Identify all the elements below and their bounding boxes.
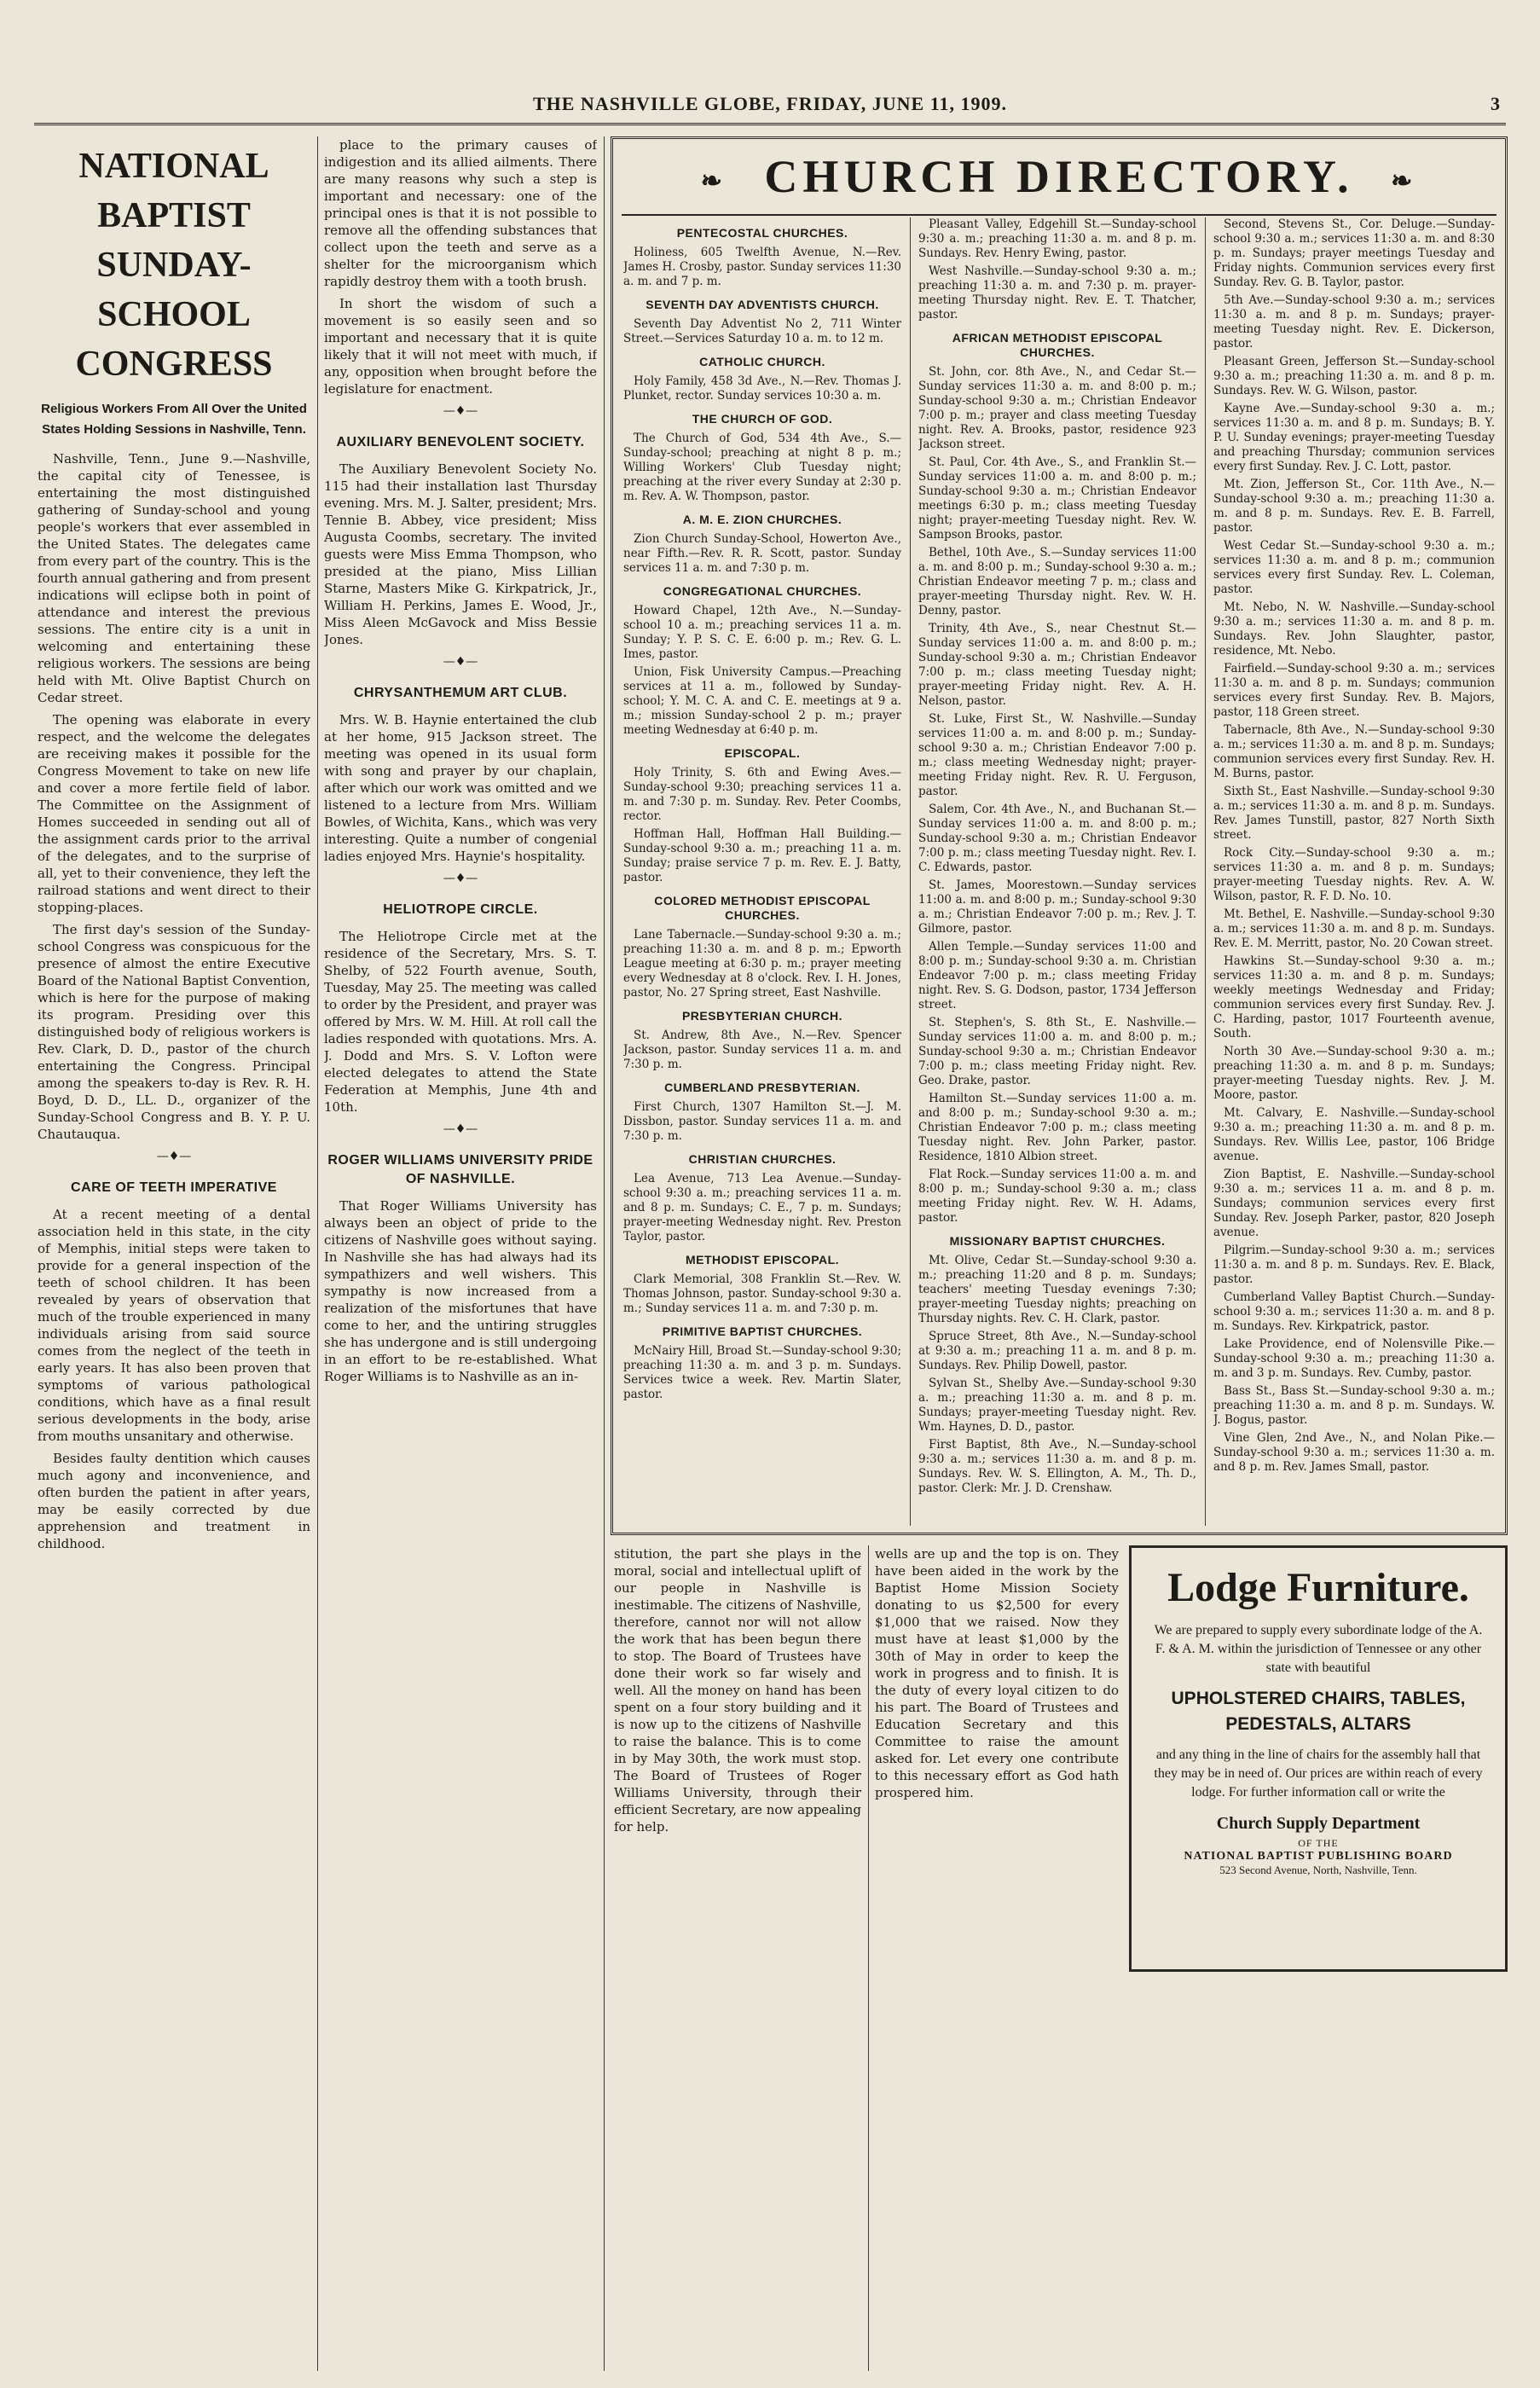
church-entry: St. Stephen's, S. 8th St., E. Nashville.—Sunday services 11:00 a. m. and 8:00 p. m.; Sunday-school 9:30 a. m.; Christian Endeavor 7:00 p. m.; class meeting Friday night. Rev. Geo. Drake, pastor. [918, 1016, 1196, 1087]
church-entry: 5th Ave.—Sunday-school 9:30 a. m.; services 11:30 a. m. and 8 p. m. Sundays; prayer-meeting Tuesday night. Rev. E. Dickerson, pastor. [1213, 293, 1495, 351]
church-entry: Zion Baptist, E. Nashville.—Sunday-school 9:30 a. m.; services 11 a. m. and 8 p. m. Sundays; communion services every first Sunday. Rev. Joseph Parker, pastor, 820 Joseph avenue. [1213, 1168, 1495, 1239]
article-paragraph: The opening was elaborate in every respect, and the welcome the delegates are receiving makes it possible for the Congress Movement to take on new life and cover a more fertile field of labor. The Committee on the Assignment of Homes succeeded in sending out all of the assignment cards prior to the arrival of the delegates, and to the surprise of all, yet to their convenience, they left the railroad stations and went direct to their stopping-places. [38, 712, 310, 915]
divider-ornament: —♦— [156, 1150, 192, 1163]
ad-address: 523 Second Avenue, North, Nashville, Tenn. [1219, 1863, 1417, 1876]
divider-ornament: —♦— [443, 872, 478, 885]
ad-body: and any thing in the line of chairs for the assembly hall that they may be in need of. Our prices are within reach of every lodge. For further information call or write the [1154, 1748, 1483, 1800]
church-entry: Pleasant Green, Jefferson St.—Sunday-school 9:30 a. m.; preaching 11:30 a. m. and 8 p. m. Sundays. Rev. W. G. Wilson, pastor. [1213, 355, 1495, 397]
church-entry: Kayne Ave.—Sunday-school 9:30 a. m.; services 11:30 a. m. and 8 p. m. Sundays; B. Y. P. U. Sunday evenings; prayer-meeting Tuesday and preaching Thursday; communion services every first Sunday. Rev. J. C. Lott, pastor. [1213, 402, 1495, 473]
church-entry: Holy Family, 458 3d Ave., N.—Rev. Thomas J. Plunket, rector. Sunday services 10:30 a. m. [623, 374, 901, 403]
article-paragraph: stitution, the part she plays in the moral, social and intellectual uplift of our people in Nashville is inestimable. The citizens of Nashville, therefore, cannot nor will not allow the work that has been begun there to stop. The Board of Trustees have done their work so far wisely and well. All the money on hand has been spent on a four story building and it is now up to the citizens of Nashville to raise the balance. This is to come in by May 30th, the work must stop. The Board of Trustees of Roger Williams University, through their efficient Secretary, are now appealing for help. [614, 1546, 861, 1834]
denomination-heading: COLORED METHODIST EPISCOPAL CHURCHES. [654, 894, 871, 922]
church-entry: Seventh Day Adventist No 2, 711 Winter Street.—Services Saturday 10 a. m. to 12 m. [623, 317, 901, 345]
ad-title: Lodge Furniture. [1167, 1565, 1469, 1610]
article-continuation [614, 1545, 861, 2371]
denomination-heading: SEVENTH DAY ADVENTISTS CHURCH. [646, 298, 879, 311]
section-heading: ROGER WILLIAMS UNIVERSITY PRIDE OF NASHVILLE. [327, 1153, 593, 1186]
church-entry: The Church of God, 534 4th Ave., S.—Sunday-school; preaching at night 8 p. m.; Willing Workers' Club Tuesday night; preaching at the river every Sunday at 2:30 p. m. Rev. A. W. Thompson, pastor. [623, 432, 901, 503]
denomination-heading: METHODIST EPISCOPAL. [685, 1253, 840, 1266]
church-entry: Mt. Olive, Cedar St.—Sunday-school 9:30 a. m.; preaching 11:20 and 8 p. m. Sundays; teachers' meeting Tuesday evenings 7:30; prayer-meeting Tuesday nights; preaching on Thursday nights. Rev. C. H. Clark, pastor. [918, 1254, 1196, 1325]
article-paragraph: In short the wisdom of such a movement is so easily seen and so important and necessary that it is quite likely that it will not meet with much, if any, opposition when brought before the legislature for enactment. [324, 296, 597, 397]
article-paragraph: Besides faulty dentition which causes much agony and inconvenience, and often burden the patient in after years, may be easily corrected by due apprehension and treatment in childhood. [38, 1451, 310, 1551]
column-1 [38, 136, 310, 2371]
column-2 [324, 136, 597, 2371]
ad-body: We are prepared to supply every subordinate lodge of the A. F. & A. M. within the jurisdiction of Tennessee or any other state with beautiful [1154, 1623, 1483, 1675]
column-rule [317, 136, 318, 2371]
church-entry: Fairfield.—Sunday-school 9:30 a. m.; services 11:30 a. m. and 8 p. m. Sundays; communion services every first Sunday. Rev. B. Majors, pastor, 118 Green street. [1213, 662, 1495, 719]
subheadline: Religious Workers From All Over the United States Holding Sessions in Nashville, Tenn. [41, 402, 307, 437]
directory-columns [620, 217, 1498, 1526]
column-rule [868, 1545, 869, 2371]
article-paragraph: wells are up and the top is on. They have been aided in the work by the Baptist Home Mission Society donating to us $2,500 for every $1,000 that we raised. Now they must have at least $1,000 by the 30th of May in order to keep the work in progress and to finish. It is the duty of every loyal citizen to do his part. The Board of Trustees and Education Secretary and this Committee to raise the amount asked for. Let every one contribute to this necessary effort as God hath prospered him. [875, 1546, 1119, 1800]
ornament-icon: ❧ [1391, 166, 1418, 195]
headline-line-1: NATIONAL BAPTIST [78, 147, 269, 235]
headline-line-3: CONGRESS [75, 345, 273, 384]
denomination-heading: THE CHURCH OF GOD. [692, 412, 833, 426]
divider-ornament: —♦— [443, 1122, 478, 1136]
page-number: 3 [1491, 93, 1501, 114]
church-entry: Mt. Calvary, E. Nashville.—Sunday-school 9:30 a. m.; preaching 11:30 a. m. and 8 p. m. Sundays. Rev. Willis Lee, pastor, 106 Bridge avenue. [1213, 1106, 1495, 1163]
church-entry: Lea Avenue, 713 Lea Avenue.—Sunday-school 9:30 a. m.; preaching services 11 a. m. and 8 p. m. Sundays; C. E., 7 p. m. Sundays; prayer-meeting Wednesday night. Rev. Preston Taylor, pastor. [623, 1172, 901, 1243]
church-entry: Sylvan St., Shelby Ave.—Sunday-school 9:30 a. m.; preaching 11:30 a. m. and 8 p. m. Sundays; prayer-meeting Tuesday night. Rev. Wm. Haynes, D. D., pastor. [918, 1377, 1196, 1434]
column-rule [1205, 217, 1206, 1526]
church-entry: Howard Chapel, 12th Ave., N.—Sunday-school 10 a. m.; preaching services 11 a. m. Sunday; Y. P. S. C. E. 6:00 p. m.; Rev. G. L. Imes, pastor. [623, 604, 901, 661]
church-entry: Mt. Nebo, N. W. Nashville.—Sunday-school 9:30 a. m.; services 11:30 a. m. and 8 p. m. Sundays. Rev. John Slaughter, pastor, residence, Mt. Nebo. [1213, 600, 1495, 658]
church-entry: Zion Church Sunday-School, Howerton Ave., near Fifth.—Rev. R. R. Scott, pastor. Sunday services 11 a. m. and 7:30 p. m. [623, 532, 901, 575]
denomination-heading: PRESBYTERIAN CHURCH. [681, 1009, 843, 1023]
divider-ornament: —♦— [443, 655, 478, 669]
article-continuation [875, 1545, 1119, 2371]
church-entry: West Cedar St.—Sunday-school 9:30 a. m.; services 11:30 a. m. and 8 p. m.; communion services every first Sunday. Rev. L. Coleman, pastor. [1213, 539, 1495, 596]
church-entry: Salem, Cor. 4th Ave., N., and Buchanan St.—Sunday services 11:00 a. m. and 8:00 p. m.; Sunday-school 9:30 a. m.; Christian Endeavor 7:00 p. m.; class meeting Tuesday night. Rev. I. C. Edwards, pastor. [918, 803, 1196, 874]
church-entry: Vine Glen, 2nd Ave., N., and Nolan Pike.—Sunday-school 9:30 a. m.; services 11:30 a. m. and 8 p. m. Rev. James Small, pastor. [1213, 1431, 1495, 1474]
directory-column [1213, 217, 1495, 1526]
church-entry: Pilgrim.—Sunday-school 9:30 a. m.; services 11:30 a. m. and 8 p. m. Sundays. Rev. E. Black, pastor. [1213, 1243, 1495, 1286]
church-entry: Tabernacle, 8th Ave., N.—Sunday-school 9:30 a. m.; services 11:30 a. m. and 8 p. m. Sundays; communion services every first Sunday. Rev. H. M. Burns, pastor. [1213, 723, 1495, 780]
church-entry: Hawkins St.—Sunday-school 9:30 a. m.; services 11:30 a. m. and 8 p. m. Sundays; weekly meetings Wednesday and Friday; communion services every first Sunday. Rev. J. C. Harding, pastor, 1017 Fourteenth avenue, South. [1213, 954, 1495, 1040]
denomination-heading: EPISCOPAL. [724, 746, 801, 760]
church-entry: Spruce Street, 8th Ave., N.—Sunday-school at 9:30 a. m.; preaching 11 a. m. and 8 p. m. Sundays. Rev. Philip Dowell, pastor. [918, 1330, 1196, 1372]
church-entry: Mt. Zion, Jefferson St., Cor. 11th Ave., N.—Sunday-school 9:30 a. m.; preaching 11:30 a. m. and 8 p. m. Sundays. Rev. E. B. Farrell, pastor. [1213, 478, 1495, 535]
headline-line-2: SUNDAY-SCHOOL [96, 246, 252, 334]
article-paragraph: The first day's session of the Sunday-school Congress was conspicuous for the presence of almost the entire Executive Board of the National Baptist Convention, which is here for the purpose of making its program. Presiding over this distinguished body of religious workers is Rev. Clark, D. D., pastor of the church entertaining the Congress. Principal among the speakers to-day is Rev. R. H. Boyd, D. D., LL. D., organizer of the Sunday-School Congress and B. Y. P. U. Chautauqua. [38, 922, 310, 1142]
denomination-heading: PRIMITIVE BAPTIST CHURCHES. [662, 1324, 863, 1338]
section-heading: CARE OF TEETH IMPERATIVE [71, 1180, 277, 1195]
directory-column [918, 217, 1196, 1526]
church-entry: Second, Stevens St., Cor. Deluge.—Sunday-school 9:30 a. m.; services 11:30 a. m. and 8:30 p. m. Sundays; prayer meetings Tuesday and Friday nights. Communion services every first Sunday. Rev. G. B. Taylor, pastor. [1213, 217, 1495, 289]
church-entry: Union, Fisk University Campus.—Preaching services at 11 a. m., followed by Sunday-school; Y. M. C. A. and C. E. meetings at 9 a. m.; mission Sunday-school 2 p. m.; prayer meeting Wednesday at 6:40 p. m. [623, 665, 901, 737]
article-paragraph: The Auxiliary Benevolent Society No. 115 had their installation last Thursday evening. Mrs. M. J. Salter, president; Mrs. Tennie B. Abbey, vice president; Miss Augusta Coombs, secretary. The invited guests were Miss Emma Thompson, who presided at the piano, Miss Lillian Starne, Masters Mike G. Kirkpatrick, Jr., William H. Perkins, James E. Wood, Jr., Miss Aleen McGavock and Miss Bessie Jones. [324, 461, 597, 647]
ad-publisher: NATIONAL BAPTIST PUBLISHING BOARD [1184, 1850, 1453, 1863]
ornament-icon: ❧ [700, 166, 727, 195]
article-paragraph: Mrs. W. B. Haynie entertained the club at her home, 915 Jackson street. The meeting was opened in its usual form with song and prayer by our chaplain, after which our work was omitted and we listened to a lecture from Mrs. William Bowles, of Wichita, Kans., which was very interesting. Quite a number of congenial ladies enjoyed Mrs. Haynie's hospitality. [324, 712, 597, 864]
masthead [34, 85, 1506, 125]
article-paragraph: At a recent meeting of a dental association held in this state, in the city of Memphis, initial steps were taken to provide for a general inspection of the teeth of school children. It has been revealed by years of observation that much of the trouble experienced in many individuals arising from said source comes from the neglect of the teeth in early years. It has also been proven that symptoms of various pathological conditions, which have as a final result serious developments in the body, arise from mouths unsanitary and otherwise. [38, 1207, 310, 1444]
denomination-heading: AFRICAN METHODIST EPISCOPAL CHURCHES. [952, 331, 1163, 359]
divider-ornament: —♦— [443, 404, 478, 418]
denomination-heading: A. M. E. ZION CHURCHES. [682, 513, 842, 526]
church-entry: Lane Tabernacle.—Sunday-school 9:30 a. m.; preaching 11:30 a. m. and 8 p. m.; Epworth League meeting at 6:30 p. m.; prayer meeting every Wednesday at 8 o'clock. Rev. I. H. Jones, pastor, No. 27 Spring street, East Nashville. [623, 928, 901, 1000]
church-entry: First Church, 1307 Hamilton St.—J. M. Dissbon, pastor. Sunday services 11 a. m. and 7:30 p. m. [623, 1100, 901, 1143]
church-entry: Trinity, 4th Ave., S., near Chestnut St.—Sunday services 11:00 a. m. and 8:00 p. m.; Sunday-school 9:30 a. m.; Christian Endeavor 7:00 p. m.; class meeting Tuesday night; prayer-meeting Friday night. Rev. A. H. Nelson, pastor. [918, 622, 1196, 708]
church-entry: Lake Providence, end of Nolensville Pike.—Sunday-school 9:30 a. m.; preaching 11:30 a. m. and 3 p. m. Sundays. Rev. Cumby, pastor. [1213, 1337, 1495, 1380]
article-paragraph: Nashville, Tenn., June 9.—Nashville, the capital city of Tenessee, is entertaining the most distinguished gathering of Sunday-school and young people's workers that ever assembled in the United States. The delegates came from every part of the country. This is the fourth annual gathering and from present indications will eclipse both in point of attendance and interest the previous sessions. The entire city is a unit in welcoming and entertaining these religious workers. The sessions are being held with Mt. Olive Baptist Church on Cedar street. [38, 451, 310, 705]
church-entry: First Baptist, 8th Ave., N.—Sunday-school 9:30 a. m.; services 11:30 a. m. and 8 p. m. Sundays. Rev. W. S. Ellington, A. M., Th. D., pastor. Clerk: Mr. J. D. Crenshaw. [918, 1438, 1196, 1495]
article-paragraph: That Roger Williams University has always been an object of pride to the citizens of Nashville goes without saying. In Nashville she has had always had its sympathizers and well wishers. This sympathy is now increased from a realization of the misfortunes that have come to her, and the untiring struggles she has undergone and is still undergoing in an effort to be re-established. What Roger Williams is to Nashville as an in- [324, 1198, 597, 1384]
church-entry: Holy Trinity, S. 6th and Ewing Aves.—Sunday-school 9:30; preaching services 11 a. m. and 7:30 p. m. Sunday. Rev. Peter Coombs, rector. [623, 766, 901, 823]
denomination-heading: CONGREGATIONAL CHURCHES. [663, 584, 862, 598]
directory-column [623, 217, 901, 1526]
section-heading: AUXILIARY BENEVOLENT SOCIETY. [336, 435, 585, 449]
church-entry: Holiness, 605 Twelfth Avenue, N.—Rev. James H. Crosby, pastor. Sunday services 11:30 a. m. and 7 p. m. [623, 246, 901, 288]
church-entry: St. Luke, First St., W. Nashville.—Sunday services 11:00 a. m. and 8:00 p. m.; Sunday-school 9:30 a. m.; Christian Endeavor 7:00 p. m.; class meeting Wednesday night; prayer-meeting Friday night. Rev. R. U. Ferguson, pastor. [918, 712, 1196, 798]
section-heading: CHRYSANTHEMUM ART CLUB. [353, 686, 568, 700]
ad-department: Church Supply Department [1216, 1814, 1421, 1833]
church-entry: Sixth St., East Nashville.—Sunday-school 9:30 a. m.; services 11:30 a. m. and 8 p. m. Sundays. Rev. James Tunstill, pastor, 827 North Sixth street. [1213, 785, 1495, 842]
directory-title-text: CHURCH DIRECTORY. [764, 151, 1354, 202]
church-entry: Allen Temple.—Sunday services 11:00 and 8:00 p. m.; Sunday-school 9:30 a. m. Christian Endeavor 7:00 p. m.; class meeting Friday night. Rev. S. G. Dodson, pastor, 1734 Jefferson street. [918, 940, 1196, 1011]
church-entry: Pleasant Valley, Edgehill St.—Sunday-school 9:30 a. m.; preaching 11:30 a. m. and 8 p. m. Sundays. Rev. Henry Ewing, pastor. [918, 217, 1196, 260]
church-entry: St. Andrew, 8th Ave., N.—Rev. Spencer Jackson, pastor. Sunday services 11 a. m. and 7:30 p. m. [623, 1029, 901, 1071]
section-heading: HELIOTROPE CIRCLE. [383, 902, 538, 917]
masthead-text: THE NASHVILLE GLOBE, FRIDAY, JUNE 11, 1909. [532, 93, 1008, 114]
church-entry: Bass St., Bass St.—Sunday-school 9:30 a. m.; preaching 11:30 a. m. and 8 p. m. Sundays. W. J. Bogus, pastor. [1213, 1384, 1495, 1427]
church-entry: West Nashville.—Sunday-school 9:30 a. m.; preaching 11:30 a. m. and 7:30 p. m. prayer-meeting Thursday night. Rev. E. T. Thatcher, pastor. [918, 264, 1196, 322]
denomination-heading: CHRISTIAN CHURCHES. [688, 1152, 837, 1166]
denomination-heading: PENTECOSTAL CHURCHES. [676, 226, 848, 240]
church-entry: St. Paul, Cor. 4th Ave., S., and Franklin St.—Sunday services 11:00 a. m. and 8:00 p. m.; Sunday-school 9:30 a. m.; Christian Endeavor meetings 6:30 p. m.; class meeting Tuesday night; prayer-meeting Tuesday night. Rev. W. Sampson Brooks, pastor. [918, 455, 1196, 542]
denomination-heading: MISSIONARY BAPTIST CHURCHES. [949, 1234, 1166, 1248]
church-entry: Mt. Bethel, E. Nashville.—Sunday-school 9:30 a. m.; services 11:30 a. m. and 8 p. m. Sundays. Rev. E. M. Merritt, pastor, No. 20 Cowan street. [1213, 907, 1495, 950]
article-paragraph: The Heliotrope Circle met at the residence of the Secretary, Mrs. S. T. Shelby, of 522 Fourth avenue, South, Tuesday, May 25. The meeting was called to order by the President, and prayer was offered by Mrs. W. M. Hill. At roll call the ladies responded with quotations. Mrs. A. J. Dodd and Mrs. S. V. Lofton were elected delegates to attend the State Federation at Memphis, June 4th and 10th. [324, 929, 597, 1115]
church-entry: Bethel, 10th Ave., S.—Sunday services 11:00 a. m. and 8:00 p. m.; Sunday-school 9:30 a. m.; Christian Endeavor meeting 7 p. m.; class and prayer-meeting Thursday night. Rev. W. H. Denny, pastor. [918, 546, 1196, 617]
ad-items: UPHOLSTERED CHAIRS, TABLES, PEDESTALS, ALTARS [1171, 1689, 1466, 1734]
article-paragraph: place to the primary causes of indigestion and its allied ailments. There are many reasons why such a step is important and necessary: one of the principal ones is that it is not possible to remove all the offending substances that collect upon the teeth and serve as a shelter for the microorganism which rapidly destroy them with a tooth brush. [324, 137, 597, 289]
church-entry: St. John, cor. 8th Ave., N., and Cedar St.—Sunday services 11:30 a. m. and 8:00 p. m.; Sunday-school 9:30 a. m.; Christian Endeavor 7:00 p. m.; prayer and class meeting Tuesday night. Rev. A. Brooks, pastor, residence 923 Jackson street. [918, 365, 1196, 451]
denomination-heading: CUMBERLAND PRESBYTERIAN. [664, 1081, 860, 1094]
church-entry: Hoffman Hall, Hoffman Hall Building.—Sunday-school 9:30 a. m.; preaching 11 a. m. Sunday; praise service 7 p. m. Rev. E. J. Batty, pastor. [623, 827, 901, 884]
column-rule [604, 136, 605, 2371]
church-entry: Clark Memorial, 308 Franklin St.—Rev. W. Thomas Johnson, pastor. Sunday-school 9:30 a. m.; Sunday services 11 a. m. and 7:30 p. m. [623, 1272, 901, 1315]
church-entry: St. James, Moorestown.—Sunday services 11:00 a. m. and 8:00 p. m.; Sunday-school 9:30 a. m.; Christian Endeavor 7:00 p. m.; Rev. J. T. Gilmore, pastor. [918, 878, 1196, 936]
church-entry: Rock City.—Sunday-school 9:30 a. m.; services 11:30 a. m. and 8 p. m. Sundays; prayer-meeting Tuesday nights. Rev. A. W. Wilson, pastor, R. F. D. No. 10. [1213, 846, 1495, 903]
directory-title [622, 144, 1497, 216]
ad-of-the: OF THE [1298, 1837, 1339, 1849]
church-entry: Hamilton St.—Sunday services 11:00 a. m. and 8:00 p. m.; Sunday-school 9:30 a. m.; Christian Endeavor 7:00 p. m.; class meeting Tuesday night. Rev. John Parker, pastor. Residence, 1810 Albion street. [918, 1092, 1196, 1163]
column-rule [910, 217, 911, 1526]
lodge-furniture-ad [1129, 1545, 1508, 1972]
church-directory [611, 136, 1508, 1535]
church-entry: North 30 Ave.—Sunday-school 9:30 a. m.; preaching 11:30 a. m. and 8 p. m. Sundays; prayer-meeting Tuesday nights. Rev. J. M. Moore, pastor. [1213, 1045, 1495, 1102]
headline [38, 142, 310, 389]
denomination-heading: CATHOLIC CHURCH. [699, 355, 825, 368]
church-entry: McNairy Hill, Broad St.—Sunday-school 9:30; preaching 11:30 a. m. and 3 p. m. Sundays. Services twice a week. Rev. Martin Slater, pastor. [623, 1344, 901, 1401]
church-entry: Flat Rock.—Sunday services 11:00 a. m. and 8:00 p. m.; Sunday-school 9:30 a. m.; class meeting Friday night. Rev. W. H. Adams, pastor. [918, 1168, 1196, 1225]
church-entry: Cumberland Valley Baptist Church.—Sunday-school 9:30 a. m.; services 11:30 a. m. and 8 p. m. Sundays. Rev. Kirkpatrick, pastor. [1213, 1290, 1495, 1333]
